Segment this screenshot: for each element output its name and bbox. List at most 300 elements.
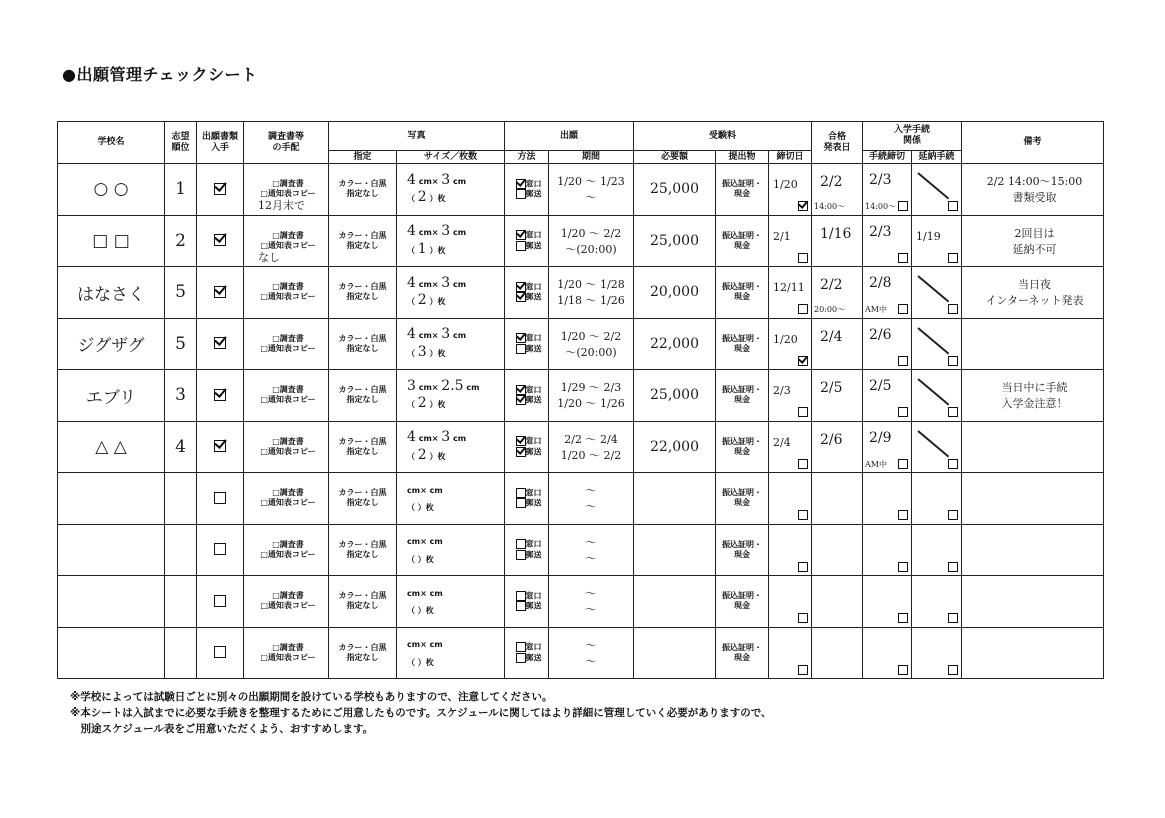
rank-cell[interactable] bbox=[165, 318, 197, 370]
delay-slash-mark bbox=[917, 378, 949, 405]
photo-count: 2 bbox=[417, 395, 427, 412]
rank-cell[interactable] bbox=[165, 215, 197, 267]
report-cell bbox=[244, 215, 329, 267]
rank-cell[interactable] bbox=[165, 524, 197, 576]
photo-none-option[interactable]: 指定なし bbox=[346, 601, 379, 611]
report-option-2[interactable]: □通知表コピー bbox=[260, 395, 316, 405]
apply-method-cell: 窓口 郵送 bbox=[505, 370, 549, 422]
photo-cmx: cm× bbox=[407, 537, 427, 547]
photo-cmx: cm× bbox=[418, 228, 439, 238]
report-option-1[interactable]: □調査書 bbox=[272, 539, 304, 549]
adm-delay-checkbox[interactable] bbox=[948, 562, 958, 572]
apply-period-2: ～ bbox=[585, 654, 597, 668]
fee-deadline: 2/1 bbox=[773, 229, 791, 243]
report-option-1[interactable]: □調査書 bbox=[272, 230, 304, 240]
adm-delay-checkbox[interactable] bbox=[948, 356, 958, 366]
photo-cm: cm bbox=[429, 537, 443, 547]
school-name[interactable] bbox=[58, 215, 165, 267]
pass-date: 1/16 bbox=[820, 225, 852, 242]
report-option-2[interactable]: □通知表コピー bbox=[260, 343, 316, 353]
apply-period-2: ～ bbox=[585, 191, 597, 205]
rank-cell[interactable] bbox=[165, 370, 197, 422]
photo-count: 3 bbox=[417, 343, 427, 360]
apply-period-1: 1/20 ～ 2/2 bbox=[560, 226, 622, 240]
photo-color-option[interactable]: カラー・白黒 bbox=[338, 385, 387, 395]
adm-deadline-cell bbox=[863, 318, 912, 370]
school-name[interactable] bbox=[58, 267, 165, 319]
submit-transfer-option[interactable]: 振込証明・ bbox=[722, 539, 762, 549]
apply-period-cell bbox=[549, 164, 634, 216]
adm-time: 14:00～ bbox=[865, 202, 897, 212]
photo-none-option[interactable]: 指定なし bbox=[346, 240, 379, 250]
fee-deadline-checkbox[interactable] bbox=[798, 665, 808, 675]
adm-deadline-checkbox[interactable] bbox=[898, 253, 908, 263]
submit-transfer-option[interactable]: 振込証明・ bbox=[722, 436, 762, 446]
fee-deadline-cell bbox=[769, 421, 812, 473]
report-option-1[interactable]: □調査書 bbox=[272, 179, 304, 189]
fee-amount-cell[interactable] bbox=[634, 524, 716, 576]
adm-deadline-cell bbox=[863, 215, 912, 267]
fee-amount-cell[interactable] bbox=[634, 267, 716, 319]
pass-date-cell bbox=[812, 370, 863, 422]
docs-cell bbox=[197, 627, 244, 679]
rank-cell[interactable] bbox=[165, 576, 197, 628]
apply-period-cell bbox=[549, 370, 634, 422]
notes-cell[interactable] bbox=[962, 421, 1104, 473]
adm-delay-checkbox[interactable] bbox=[948, 459, 958, 469]
report-option-2[interactable]: □通知表コピー bbox=[260, 652, 316, 662]
docs-checkbox[interactable] bbox=[214, 543, 226, 555]
report-note: 12月末で bbox=[258, 199, 305, 213]
adm-deadline-checkbox[interactable] bbox=[898, 665, 908, 675]
header-notes: 備考 bbox=[962, 122, 1104, 164]
header-report: 調査書等 の手配 bbox=[244, 122, 329, 164]
adm-delay-checkbox[interactable] bbox=[948, 407, 958, 417]
adm-deadline: 2/3 bbox=[869, 223, 892, 240]
adm-deadline-checkbox[interactable] bbox=[898, 459, 908, 469]
adm-delay-checkbox[interactable] bbox=[948, 613, 958, 623]
fee-deadline-checkbox[interactable] bbox=[798, 253, 808, 263]
table-row bbox=[58, 473, 1104, 525]
docs-cell bbox=[197, 370, 244, 422]
rank-cell[interactable] bbox=[165, 267, 197, 319]
photo-cmx: cm× bbox=[418, 279, 439, 289]
photo-cm: cm bbox=[429, 485, 443, 495]
submit-cash-option[interactable]: 現金 bbox=[734, 292, 750, 302]
rank-cell[interactable] bbox=[165, 627, 197, 679]
fee-deadline-checkbox[interactable] bbox=[798, 356, 808, 366]
fee-amount: 20,000 bbox=[650, 284, 699, 301]
pass-date: 2/6 bbox=[820, 431, 843, 448]
apply-period-1: 1/20 ～ 2/2 bbox=[560, 329, 622, 343]
apply-method-cell: 窓口 郵送 bbox=[505, 421, 549, 473]
notes-cell[interactable] bbox=[962, 627, 1104, 679]
docs-checkbox[interactable] bbox=[214, 595, 226, 607]
fee-deadline-cell bbox=[769, 473, 812, 525]
docs-checkbox[interactable] bbox=[214, 492, 226, 504]
fee-amount-cell[interactable] bbox=[634, 421, 716, 473]
submit-transfer-option[interactable]: 振込証明・ bbox=[722, 282, 762, 292]
report-note: なし bbox=[258, 250, 280, 264]
apply-method-cell: 窓口 郵送 bbox=[505, 576, 549, 628]
adm-delay-cell bbox=[912, 627, 962, 679]
mail-checkbox[interactable] bbox=[516, 241, 526, 251]
photo-size-cell: 4 cm× 3 cm （ 2 ）枚 bbox=[397, 267, 505, 319]
table-row bbox=[58, 318, 1104, 370]
submit-cash-option[interactable]: 現金 bbox=[734, 395, 750, 405]
rank-text: 3 bbox=[175, 385, 186, 406]
school-name[interactable] bbox=[58, 421, 165, 473]
header-pass-date: 合格 発表日 bbox=[812, 122, 863, 164]
table-row bbox=[58, 267, 1104, 319]
fee-deadline-checkbox[interactable] bbox=[798, 407, 808, 417]
adm-deadline-checkbox[interactable] bbox=[898, 510, 908, 520]
adm-deadline-checkbox[interactable] bbox=[898, 407, 908, 417]
apply-method-cell: 窓口 郵送 bbox=[505, 318, 549, 370]
photo-cmx: cm× bbox=[418, 176, 439, 186]
rank-cell[interactable] bbox=[165, 473, 197, 525]
notes-cell[interactable] bbox=[962, 215, 1104, 267]
fee-amount: 25,000 bbox=[650, 232, 699, 249]
window-checkbox[interactable] bbox=[516, 488, 526, 498]
mail-checkbox[interactable] bbox=[516, 498, 526, 508]
header-photo: 写真 bbox=[329, 122, 505, 151]
apply-period-1: ～ bbox=[585, 535, 597, 549]
school-name-text: はなさく bbox=[77, 284, 145, 305]
school-name[interactable] bbox=[58, 164, 165, 216]
photo-none-option[interactable]: 指定なし bbox=[346, 498, 379, 508]
adm-deadline-checkbox[interactable] bbox=[898, 201, 908, 211]
adm-deadline-checkbox[interactable] bbox=[898, 613, 908, 623]
fee-deadline-cell bbox=[769, 576, 812, 628]
report-cell bbox=[244, 421, 329, 473]
adm-delay-checkbox[interactable] bbox=[948, 253, 958, 263]
submit-transfer-option[interactable]: 振込証明・ bbox=[722, 642, 762, 652]
notes-line-1: 当日夜 bbox=[1018, 278, 1051, 292]
school-name[interactable] bbox=[58, 473, 165, 525]
table-row bbox=[58, 576, 1104, 628]
photo-color-option[interactable]: カラー・白黒 bbox=[338, 642, 387, 652]
photo-color-option[interactable]: カラー・白黒 bbox=[338, 591, 387, 601]
adm-delay-cell bbox=[912, 215, 962, 267]
report-option-2[interactable]: □通知表コピー bbox=[260, 549, 316, 559]
photo-width: 4 bbox=[407, 326, 416, 343]
mail-checkbox[interactable] bbox=[516, 395, 526, 405]
rank-cell[interactable] bbox=[165, 164, 197, 216]
report-option-1[interactable]: □調査書 bbox=[272, 642, 304, 652]
adm-deadline-cell bbox=[863, 524, 912, 576]
window-checkbox[interactable] bbox=[516, 642, 526, 652]
submit-cash-option[interactable]: 現金 bbox=[734, 601, 750, 611]
fee-amount-cell[interactable] bbox=[634, 215, 716, 267]
pass-date: 2/4 bbox=[820, 328, 843, 345]
apply-period-2: ～ bbox=[585, 551, 597, 565]
delay-slash-mark bbox=[917, 275, 949, 302]
apply-period-cell bbox=[549, 524, 634, 576]
header-photo-size: サイズ／枚数 bbox=[397, 151, 505, 164]
fee-amount-cell[interactable] bbox=[634, 627, 716, 679]
window-checkbox[interactable] bbox=[516, 179, 526, 189]
adm-deadline: 2/5 bbox=[869, 378, 892, 395]
docs-checkbox[interactable] bbox=[214, 183, 226, 195]
report-cell bbox=[244, 267, 329, 319]
photo-none-option[interactable]: 指定なし bbox=[346, 292, 379, 302]
photo-color-option[interactable]: カラー・白黒 bbox=[338, 488, 387, 498]
report-option-2[interactable]: □通知表コピー bbox=[260, 189, 316, 199]
docs-checkbox[interactable] bbox=[214, 234, 226, 246]
apply-period-1: 1/29 ～ 2/3 bbox=[560, 381, 622, 395]
photo-cm: cm bbox=[429, 640, 443, 650]
submit-cash-option[interactable]: 現金 bbox=[734, 498, 750, 508]
fee-deadline-cell bbox=[769, 370, 812, 422]
school-name-text: ○ ○ bbox=[93, 179, 129, 200]
docs-cell bbox=[197, 267, 244, 319]
photo-spec-cell bbox=[329, 370, 397, 422]
mail-checkbox[interactable] bbox=[516, 344, 526, 354]
photo-cm: cm bbox=[466, 382, 480, 392]
photo-cmx: cm× bbox=[407, 485, 427, 495]
report-option-1[interactable]: □調査書 bbox=[272, 591, 304, 601]
fee-deadline-checkbox[interactable] bbox=[798, 562, 808, 572]
apply-period-2: ～ bbox=[585, 603, 597, 617]
photo-none-option[interactable]: 指定なし bbox=[346, 189, 379, 199]
apply-period-1: ～ bbox=[585, 638, 597, 652]
report-cell bbox=[244, 576, 329, 628]
submit-transfer-option[interactable]: 振込証明・ bbox=[722, 591, 762, 601]
pass-date: 2/2 bbox=[820, 277, 843, 294]
mail-checkbox[interactable] bbox=[516, 447, 526, 457]
docs-cell bbox=[197, 576, 244, 628]
fee-amount-cell[interactable] bbox=[634, 370, 716, 422]
apply-period-1: ～ bbox=[585, 484, 597, 498]
fee-submit-cell bbox=[716, 627, 769, 679]
report-option-1[interactable]: □調査書 bbox=[272, 385, 304, 395]
docs-checkbox[interactable] bbox=[214, 337, 226, 349]
apply-method-cell: 窓口 郵送 bbox=[505, 473, 549, 525]
report-option-1[interactable]: □調査書 bbox=[272, 282, 304, 292]
photo-color-option[interactable]: カラー・白黒 bbox=[338, 230, 387, 240]
photo-height: 3 bbox=[441, 171, 451, 188]
report-option-1[interactable]: □調査書 bbox=[272, 436, 304, 446]
notes-cell[interactable] bbox=[962, 267, 1104, 319]
photo-color-option[interactable]: カラー・白黒 bbox=[338, 539, 387, 549]
notes-cell[interactable] bbox=[962, 473, 1104, 525]
school-name[interactable] bbox=[58, 370, 165, 422]
adm-deadline: 2/3 bbox=[869, 172, 892, 189]
school-name[interactable] bbox=[58, 627, 165, 679]
photo-color-option[interactable]: カラー・白黒 bbox=[338, 436, 387, 446]
photo-width: 4 bbox=[407, 171, 416, 188]
report-option-2[interactable]: □通知表コピー bbox=[260, 498, 316, 508]
notes-cell[interactable] bbox=[962, 318, 1104, 370]
fee-deadline: 1/20 bbox=[773, 332, 798, 346]
header-apply-period: 期間 bbox=[549, 151, 634, 164]
fee-deadline-cell bbox=[769, 627, 812, 679]
submit-cash-option[interactable]: 現金 bbox=[734, 652, 750, 662]
fee-amount: 25,000 bbox=[650, 181, 699, 198]
header-rank: 志望 順位 bbox=[165, 122, 197, 164]
photo-cmx: cm× bbox=[418, 382, 439, 392]
fee-submit-cell bbox=[716, 421, 769, 473]
report-cell bbox=[244, 164, 329, 216]
photo-color-option[interactable]: カラー・白黒 bbox=[338, 282, 387, 292]
header-fee-deadline: 締切日 bbox=[769, 151, 812, 164]
report-option-2[interactable]: □通知表コピー bbox=[260, 292, 316, 302]
adm-delay-cell bbox=[912, 318, 962, 370]
submit-cash-option[interactable]: 現金 bbox=[734, 549, 750, 559]
mail-checkbox[interactable] bbox=[516, 653, 526, 663]
adm-delay: 1/19 bbox=[916, 229, 941, 243]
fee-amount-cell[interactable] bbox=[634, 576, 716, 628]
window-checkbox[interactable] bbox=[516, 333, 526, 343]
photo-none-option[interactable]: 指定なし bbox=[346, 446, 379, 456]
table-row bbox=[58, 421, 1104, 473]
docs-checkbox[interactable] bbox=[214, 286, 226, 298]
docs-checkbox[interactable] bbox=[214, 440, 226, 452]
apply-method-cell: 窓口 郵送 bbox=[505, 215, 549, 267]
photo-spec-cell bbox=[329, 318, 397, 370]
rank-cell[interactable] bbox=[165, 421, 197, 473]
delay-slash-mark bbox=[917, 172, 949, 199]
apply-period-cell bbox=[549, 267, 634, 319]
photo-spec-cell bbox=[329, 215, 397, 267]
report-option-2[interactable]: □通知表コピー bbox=[260, 601, 316, 611]
fee-submit-cell bbox=[716, 370, 769, 422]
notes-line-2: 延納不可 bbox=[1012, 242, 1057, 256]
notes-cell[interactable] bbox=[962, 576, 1104, 628]
mail-checkbox[interactable] bbox=[516, 601, 526, 611]
window-checkbox[interactable] bbox=[516, 539, 526, 549]
fee-amount-cell[interactable] bbox=[634, 473, 716, 525]
window-checkbox[interactable] bbox=[516, 591, 526, 601]
adm-delay-cell bbox=[912, 524, 962, 576]
apply-period-1: 1/20 ～ 1/28 bbox=[557, 278, 625, 292]
apply-method-cell: 窓口 郵送 bbox=[505, 164, 549, 216]
photo-none-option[interactable]: 指定なし bbox=[346, 549, 379, 559]
photo-none-option[interactable]: 指定なし bbox=[346, 652, 379, 662]
school-name-text: △ △ bbox=[95, 436, 127, 457]
header-apply: 出願 bbox=[505, 122, 634, 151]
submit-cash-option[interactable]: 現金 bbox=[734, 189, 750, 199]
submit-transfer-option[interactable]: 振込証明・ bbox=[722, 488, 762, 498]
adm-deadline-checkbox[interactable] bbox=[898, 356, 908, 366]
school-name-text: □ □ bbox=[92, 230, 130, 251]
apply-period-cell bbox=[549, 473, 634, 525]
pass-date-cell bbox=[812, 627, 863, 679]
mail-checkbox[interactable] bbox=[516, 550, 526, 560]
fee-submit-cell bbox=[716, 524, 769, 576]
docs-cell bbox=[197, 164, 244, 216]
adm-deadline-checkbox[interactable] bbox=[898, 304, 908, 314]
header-admission: 入学手続 関係 bbox=[863, 122, 962, 151]
photo-size-cell: cm× cm （ ）枚 bbox=[397, 627, 505, 679]
adm-deadline: 2/6 bbox=[869, 326, 892, 343]
submit-transfer-option[interactable]: 振込証明・ bbox=[722, 333, 762, 343]
rank-text: 1 bbox=[175, 179, 186, 200]
fee-amount: 22,000 bbox=[650, 438, 699, 455]
notes-cell[interactable] bbox=[962, 164, 1104, 216]
pass-date-cell bbox=[812, 164, 863, 216]
adm-delay-checkbox[interactable] bbox=[948, 304, 958, 314]
docs-checkbox[interactable] bbox=[214, 389, 226, 401]
header-photo-spec: 指定 bbox=[329, 151, 397, 164]
submit-cash-option[interactable]: 現金 bbox=[734, 343, 750, 353]
fee-deadline-checkbox[interactable] bbox=[798, 613, 808, 623]
fee-deadline: 1/20 bbox=[773, 178, 798, 192]
fee-amount-cell[interactable] bbox=[634, 318, 716, 370]
header-fee: 受験料 bbox=[634, 122, 812, 151]
report-option-2[interactable]: □通知表コピー bbox=[260, 446, 316, 456]
apply-period-2: ～ bbox=[585, 500, 597, 514]
fee-deadline-checkbox[interactable] bbox=[798, 510, 808, 520]
report-option-2[interactable]: □通知表コピー bbox=[260, 240, 316, 250]
fee-deadline-checkbox[interactable] bbox=[798, 304, 808, 314]
photo-none-option[interactable]: 指定なし bbox=[346, 343, 379, 353]
fee-submit-cell bbox=[716, 215, 769, 267]
photo-count: 2 bbox=[417, 189, 427, 206]
school-name[interactable] bbox=[58, 524, 165, 576]
table-row bbox=[58, 370, 1104, 422]
delay-slash-mark bbox=[917, 430, 949, 457]
rank-text: 5 bbox=[175, 282, 186, 303]
adm-deadline-cell bbox=[863, 473, 912, 525]
submit-cash-option[interactable]: 現金 bbox=[734, 446, 750, 456]
footnote-1: ※学校によっては試験日ごとに別々の出願期間を設けている学校もありますので、注意してください。 bbox=[70, 691, 553, 703]
report-option-1[interactable]: □調査書 bbox=[272, 333, 304, 343]
adm-time: AM中 bbox=[865, 305, 887, 315]
photo-color-option[interactable]: カラー・白黒 bbox=[338, 333, 387, 343]
report-option-1[interactable]: □調査書 bbox=[272, 488, 304, 498]
fee-submit-cell bbox=[716, 576, 769, 628]
report-cell bbox=[244, 627, 329, 679]
window-checkbox[interactable] bbox=[516, 230, 526, 240]
fee-submit-cell bbox=[716, 318, 769, 370]
school-name[interactable] bbox=[58, 576, 165, 628]
pass-date-cell bbox=[812, 421, 863, 473]
fee-deadline-checkbox[interactable] bbox=[798, 201, 808, 211]
notes-cell[interactable] bbox=[962, 370, 1104, 422]
adm-delay-checkbox[interactable] bbox=[948, 201, 958, 211]
pass-time: 14:00～ bbox=[814, 202, 846, 212]
fee-deadline-cell bbox=[769, 215, 812, 267]
docs-cell bbox=[197, 318, 244, 370]
photo-color-option[interactable]: カラー・白黒 bbox=[338, 179, 387, 189]
adm-delay-checkbox[interactable] bbox=[948, 665, 958, 675]
table-row bbox=[58, 524, 1104, 576]
adm-deadline-cell bbox=[863, 627, 912, 679]
submit-cash-option[interactable]: 現金 bbox=[734, 240, 750, 250]
adm-delay-cell bbox=[912, 473, 962, 525]
photo-width: 4 bbox=[407, 274, 416, 291]
mail-checkbox[interactable] bbox=[516, 292, 526, 302]
photo-none-option[interactable]: 指定なし bbox=[346, 395, 379, 405]
fee-amount-cell[interactable] bbox=[634, 164, 716, 216]
submit-transfer-option[interactable]: 振込証明・ bbox=[722, 179, 762, 189]
photo-spec-cell bbox=[329, 267, 397, 319]
notes-cell[interactable] bbox=[962, 524, 1104, 576]
fee-deadline-checkbox[interactable] bbox=[798, 459, 808, 469]
notes-line-1: 当日中に手続 bbox=[1001, 381, 1068, 395]
submit-transfer-option[interactable]: 振込証明・ bbox=[722, 230, 762, 240]
adm-deadline-checkbox[interactable] bbox=[898, 562, 908, 572]
pass-date-cell bbox=[812, 524, 863, 576]
mail-checkbox[interactable] bbox=[516, 189, 526, 199]
adm-delay-checkbox[interactable] bbox=[948, 510, 958, 520]
docs-checkbox[interactable] bbox=[214, 646, 226, 658]
submit-transfer-option[interactable]: 振込証明・ bbox=[722, 385, 762, 395]
school-name[interactable] bbox=[58, 318, 165, 370]
photo-cmx: cm× bbox=[407, 588, 427, 598]
